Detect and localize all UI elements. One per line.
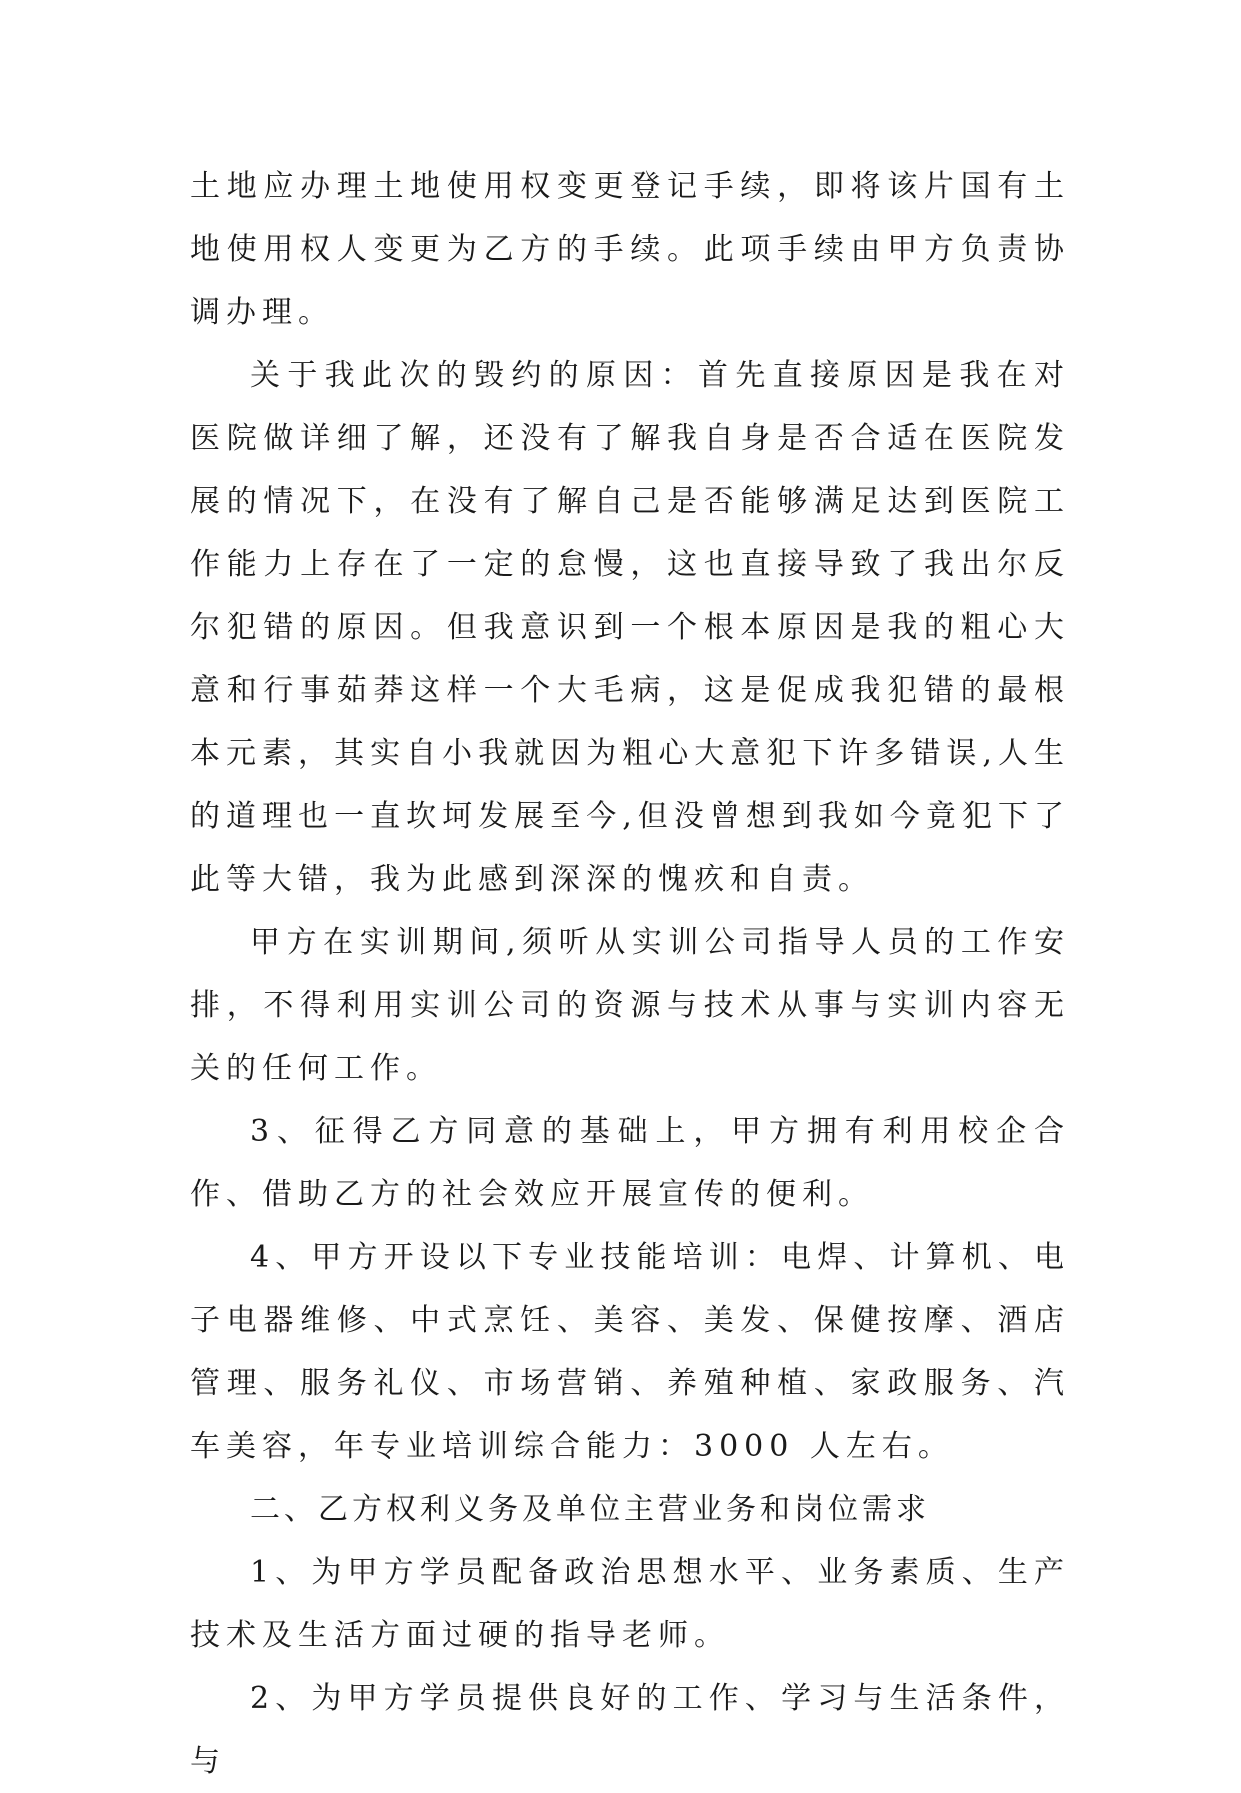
paragraph-item-3: 3、征得乙方同意的基础上，甲方拥有利用校企合作、借助乙方的社会效应开展宣传的便利。 [190, 1114, 1070, 1212]
paragraph-party-b-item-2: 2、为甲方学员提供良好的工作、学习与生活条件，与 [190, 1681, 1070, 1779]
paragraph-item-4: 4、甲方开设以下专业技能培训：电焊、计算机、电子电器维修、中式烹饪、美容、美发、保健按摩、酒店管理、服务礼仪、市场营销、养殖种植、家政服务、汽车美容，年专业培训综合能力：3000 人左右。 [190, 1240, 1070, 1464]
document-page [190, 155, 1070, 1793]
section-heading-party-b: 二、乙方权利义务及单位主营业务和岗位需求 [250, 1492, 930, 1527]
paragraph-party-b-item-1: 1、为甲方学员配备政治思想水平、业务素质、生产技术及生活方面过硬的指导老师。 [190, 1555, 1070, 1653]
paragraph-land-use-transfer: 土地应办理土地使用权变更登记手续，即将该片国有土地使用权人变更为乙方的手续。此项手续由甲方负责协调办理。 [190, 169, 1070, 330]
paragraph-breach-reason: 关于我此次的毁约的原因：首先直接原因是我在对医院做详细了解，还没有了解我自身是否合适在医院发展的情况下，在没有了解自己是否能够满足达到医院工作能力上存在了一定的怠慢，这也直接导致了我出尔反尔犯错的原因。但我意识到一个根本原因是我的粗心大意和行事茹莽这样一个大毛病，这是促成我犯错的最根本元素，其实自小我就因为粗心大意犯下许多错误,人生的道理也一直坎坷发展至今,但没曾想到我如今竟犯下了此等大错，我为此感到深深的愧疚和自责。 [190, 358, 1070, 897]
paragraph-training-rules: 甲方在实训期间,须听从实训公司指导人员的工作安排，不得利用实训公司的资源与技术从事与实训内容无关的任何工作。 [190, 925, 1070, 1086]
